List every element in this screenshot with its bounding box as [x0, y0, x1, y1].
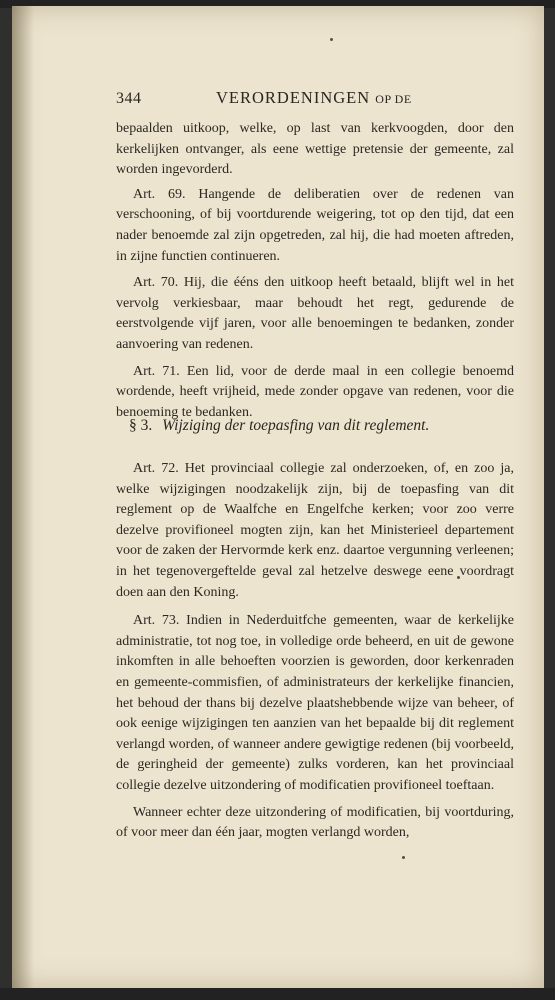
paragraph-art-70: Art. 70. Hij, die ééns den uitkoop heeft betaald, blijft wel in het vervolg verkiesbaar, maar behoudt het regt, gedurende de eerstvolgende vijf jaren, voor alle benoemingen te bedanken, zonder aanvoering van redenen. — [116, 275, 514, 352]
paragraph-art-71: Art. 71. Een lid, voor de derde maal in een collegie benoemd wordende, heeft vrijheid, mede zonder opgave van redenen, voor die benoeming te bedanken. — [116, 363, 514, 420]
paper-speck — [330, 38, 333, 41]
paper-speck — [402, 856, 405, 859]
page-gutter-shadow — [12, 6, 34, 988]
text-block-upper — [116, 119, 514, 423]
section-title: Wijziging der toepasfing van dit reglement. — [162, 417, 430, 434]
running-header — [116, 88, 416, 108]
paragraph-continuation: bepaalden uitkoop, welke, op last van kerkvoogden, door den kerkelijken ontvanger, als eene wettige pretensie der gemeente, zal worden ingevorderd. — [116, 121, 514, 178]
paragraph-continuation-end: Wanneer echter deze uitzondering of modificatien, bij voortduring, of voor meer dan één jaar, mogten verlangd worden, — [116, 804, 514, 841]
paragraph-art-69: Art. 69. Hangende de deliberatien over de redenen van verschooning, of bij voortdurende weigering, tot op den tijd, dat een nader benoemde zal zijn opgetreden, zal hij, die had moeten aftreden, in zijne functien continueren. — [116, 186, 514, 264]
running-title — [216, 88, 412, 108]
section-heading — [129, 417, 509, 435]
scan-bottom-edge — [0, 988, 555, 1000]
text-block-lower — [116, 459, 514, 844]
running-title-small: OP DE — [375, 92, 412, 106]
paragraph-art-72: Art. 72. Het provinciaal collegie zal onderzoeken, of, en zoo ja, welke wijzigingen noodzakelijk zijn, bij de toepasfing van dit reglement op de Waalfche en Engelfche kerken; voor zoo verre dezelve provifioneel mogten zijn, kan het Ministerieel departement voor de zaken der Hervormde kerk enz. daartoe vergunning verleenen; in het tegenovergeftelde geval zal hetzelve deswege eene voordragt doen aan den Koning. — [116, 461, 514, 600]
page-number: 344 — [116, 90, 142, 107]
section-number: § 3. — [129, 417, 153, 434]
running-title-main: VERORDENINGEN — [216, 88, 371, 107]
paragraph-art-73: Art. 73. Indien in Nederduitfche gemeenten, waar de kerkelijke administratie, tot nog toe, in volledige orde beheerd, en uit de gewone inkomften in alle behoeften voorzien is geworden, door kerkenraden en gemeente-commisfien, of administrateurs der kerkelijke financien, het behoud der thans bij dezelve plaatshebbende wijze van beheer, of ook eenige wijzigingen ten aanzien van het bepaalde bij dit reglement verlangd worden, of wanneer andere gewigtige redenen (bij voorbeeld, de geringheid der gemeente) zulks vorderen, kan het provinciaal collegie dezelve uitzondering of modificatien provifioneel toeftaan. — [116, 613, 514, 793]
